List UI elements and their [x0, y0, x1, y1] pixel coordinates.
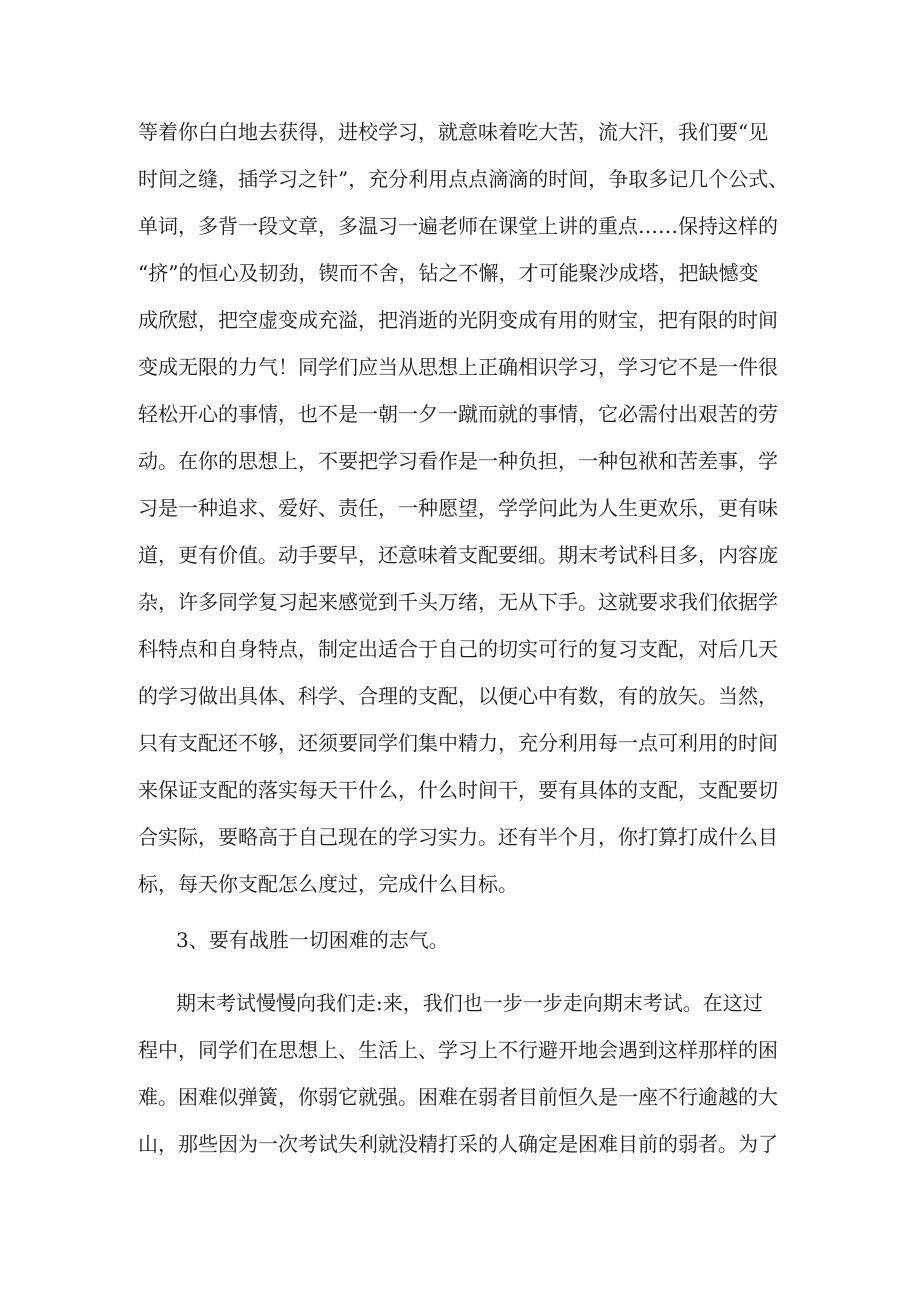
text-line: 来保证支配的落实每天干什么，什么时间干，要有具体的支配，支配要切: [138, 778, 778, 802]
text-line: 的学习做出具体、科学、合理的支配，以便心中有数，有的放矢。当然，: [138, 684, 778, 708]
text-line: 习是一种追求、爱好、责任，一种愿望，学学问此为人生更欢乐，更有味: [138, 496, 778, 520]
text-line: 山，那些因为一次考试失利就没精打采的人确定是困难目前的弱者。为了: [138, 1132, 778, 1156]
text-line: 变成无限的力气！同学们应当从思想上正确相识学习，学习它不是一件很: [138, 355, 778, 379]
text-line: 时间之缝，插学习之针”，充分利用点点滴滴的时间，争取多记几个公式、: [138, 167, 789, 191]
text-line: 程中，同学们在思想上、生活上、学习上不行避开地会遇到这样那样的困: [138, 1038, 778, 1062]
text-line: 动。在你的思想上，不要把学习看作是一种负担，一种包袱和苦差事，学: [138, 449, 778, 473]
text-line: 期末考试慢慢向我们走:来，我们也一步一步走向期末考试。在这过: [176, 991, 763, 1015]
section-overcome-difficulties: [138, 917, 788, 1168]
text-line: 等着你白白地去获得，进校学习，就意味着吃大苦，流大汗，我们要“见: [138, 120, 769, 144]
text-line: 成欣慰，把空虚变成充溢，把消逝的光阴变成有用的财宝，把有限的时间: [138, 308, 778, 332]
text-line: “挤”的恒心及韧劲，锲而不舍，钻之不懈，才可能聚沙成塔，把缺憾变: [138, 261, 759, 285]
text-line: 合实际，要略高于自己现在的学习实力。还有半个月，你打算打成什么目: [138, 825, 778, 849]
paragraph-study-time: [138, 109, 788, 908]
section-heading: 3、要有战胜一切困难的志气。: [176, 928, 449, 952]
text-line: 标，每天你支配怎么度过，完成什么目标。: [138, 872, 518, 896]
text-line: 只有支配还不够，还须要同学们集中精力，充分利用每一点可利用的时间: [138, 731, 778, 755]
text-line: 杂，许多同学复习起来感觉到千头万绪，无从下手。这就要求我们依据学: [138, 590, 778, 614]
text-line: 单词，多背一段文章，多温习一遍老师在课堂上讲的重点……保持这样的: [138, 214, 778, 238]
text-line: 科特点和自身特点，制定出适合于自己的切实可行的复习支配，对后几天: [138, 637, 778, 661]
text-line: 轻松开心的事情，也不是一朝一夕一蹴而就的事情，它必需付出艰苦的劳: [138, 402, 778, 426]
text-line: 难。困难似弹簧，你弱它就强。困难在弱者目前恒久是一座不行逾越的大: [138, 1085, 778, 1109]
text-line: 道，更有价值。动手要早，还意味着支配要细。期末考试科目多，内容庞: [138, 543, 778, 567]
